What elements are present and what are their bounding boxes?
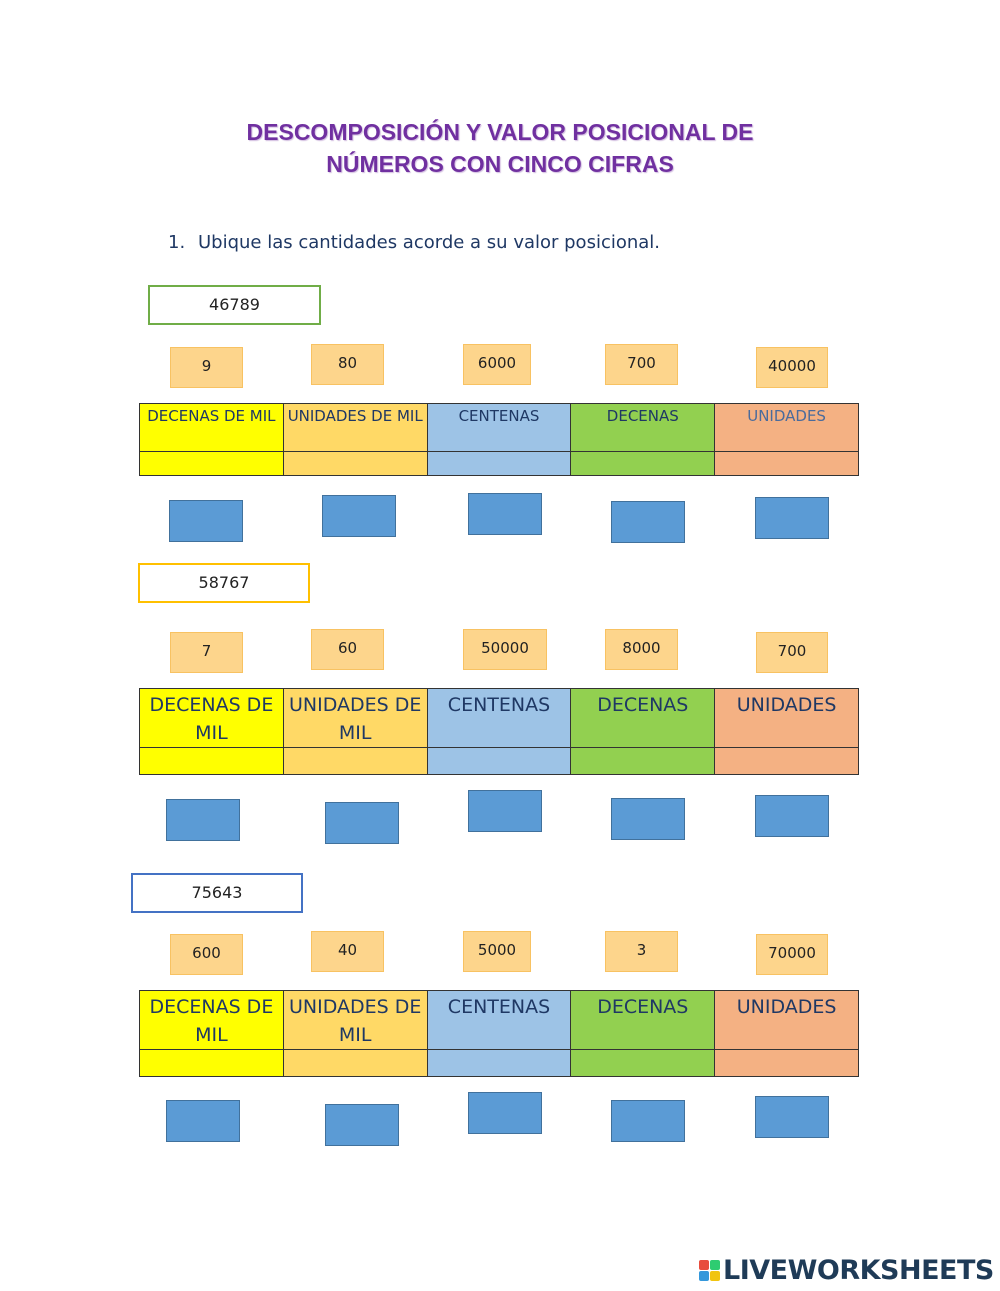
answer-cell[interactable] xyxy=(571,452,715,476)
logo-squares-icon xyxy=(699,1260,720,1281)
drop-box[interactable] xyxy=(755,795,829,837)
answer-cell[interactable] xyxy=(283,452,427,476)
draggable-tile[interactable]: 9 xyxy=(170,347,243,388)
drop-box[interactable] xyxy=(468,1092,542,1134)
drop-box[interactable] xyxy=(166,1100,240,1142)
answer-cell[interactable] xyxy=(140,452,284,476)
drop-box[interactable] xyxy=(322,495,396,537)
draggable-tile[interactable]: 5000 xyxy=(463,931,531,972)
drop-box[interactable] xyxy=(468,790,542,832)
answer-cell[interactable] xyxy=(571,748,715,775)
header-centenas: CENTENAS xyxy=(427,404,571,452)
instruction xyxy=(168,232,660,253)
header-unidades-de-mil: UNIDADES DE MIL xyxy=(283,404,427,452)
header-decenas: DECENAS xyxy=(571,991,715,1050)
place-value-table-1 xyxy=(139,403,859,476)
draggable-tile[interactable]: 700 xyxy=(605,344,678,385)
instruction-text: Ubique las cantidades acorde a su valor posicional. xyxy=(198,232,661,253)
draggable-tile[interactable]: 60 xyxy=(311,629,384,670)
draggable-tile[interactable]: 7 xyxy=(170,632,243,673)
worksheet-title xyxy=(0,116,1000,180)
header-unidades-de-mil: UNIDADES DE MIL xyxy=(283,689,427,748)
draggable-tile[interactable]: 700 xyxy=(756,632,828,673)
drop-box[interactable] xyxy=(169,500,243,542)
drop-box[interactable] xyxy=(325,802,399,844)
header-unidades-de-mil: UNIDADES DE MIL xyxy=(283,991,427,1050)
header-centenas: CENTENAS xyxy=(427,689,571,748)
draggable-tile[interactable]: 6000 xyxy=(463,344,531,385)
header-decenas: DECENAS xyxy=(571,404,715,452)
title-line-2: NÚMEROS CON CINCO CIFRAS xyxy=(326,151,674,177)
draggable-tile[interactable]: 50000 xyxy=(463,629,547,670)
answer-cell[interactable] xyxy=(427,452,571,476)
instruction-number: 1. xyxy=(168,232,186,253)
answer-cell[interactable] xyxy=(283,1050,427,1077)
drop-box[interactable] xyxy=(755,497,829,539)
header-unidades: UNIDADES xyxy=(715,689,859,748)
draggable-tile[interactable]: 70000 xyxy=(756,934,828,975)
drop-box[interactable] xyxy=(166,799,240,841)
draggable-tile[interactable]: 40000 xyxy=(756,347,828,388)
draggable-tile[interactable]: 3 xyxy=(605,931,678,972)
draggable-tile[interactable]: 600 xyxy=(170,934,243,975)
header-unidades: UNIDADES xyxy=(715,991,859,1050)
header-decenas: DECENAS xyxy=(571,689,715,748)
answer-cell[interactable] xyxy=(427,1050,571,1077)
header-decenas-de-mil: DECENAS DE MIL xyxy=(140,404,284,452)
header-unidades: UNIDADES xyxy=(715,404,859,452)
answer-cell[interactable] xyxy=(140,748,284,775)
answer-cell[interactable] xyxy=(283,748,427,775)
draggable-tile[interactable]: 8000 xyxy=(605,629,678,670)
logo-text: LIVEWORKSHEETS xyxy=(723,1254,994,1286)
drop-box[interactable] xyxy=(611,798,685,840)
drop-box[interactable] xyxy=(611,1100,685,1142)
draggable-tile[interactable]: 80 xyxy=(311,344,384,385)
answer-cell[interactable] xyxy=(427,748,571,775)
draggable-tile[interactable]: 40 xyxy=(311,931,384,972)
liveworksheets-logo xyxy=(699,1255,994,1285)
drop-box[interactable] xyxy=(325,1104,399,1146)
header-decenas-de-mil: DECENAS DE MIL xyxy=(140,991,284,1050)
number-box-3: 75643 xyxy=(131,873,303,913)
place-value-table-2 xyxy=(139,688,859,775)
drop-box[interactable] xyxy=(611,501,685,543)
header-centenas: CENTENAS xyxy=(427,991,571,1050)
answer-cell[interactable] xyxy=(715,748,859,775)
number-box-1: 46789 xyxy=(148,285,321,325)
answer-cell[interactable] xyxy=(715,452,859,476)
header-decenas-de-mil: DECENAS DE MIL xyxy=(140,689,284,748)
place-value-table-3 xyxy=(139,990,859,1077)
drop-box[interactable] xyxy=(755,1096,829,1138)
number-box-2: 58767 xyxy=(138,563,310,603)
answer-cell[interactable] xyxy=(571,1050,715,1077)
answer-cell[interactable] xyxy=(715,1050,859,1077)
drop-box[interactable] xyxy=(468,493,542,535)
title-line-1: DESCOMPOSICIÓN Y VALOR POSICIONAL DE xyxy=(246,119,754,145)
answer-cell[interactable] xyxy=(140,1050,284,1077)
